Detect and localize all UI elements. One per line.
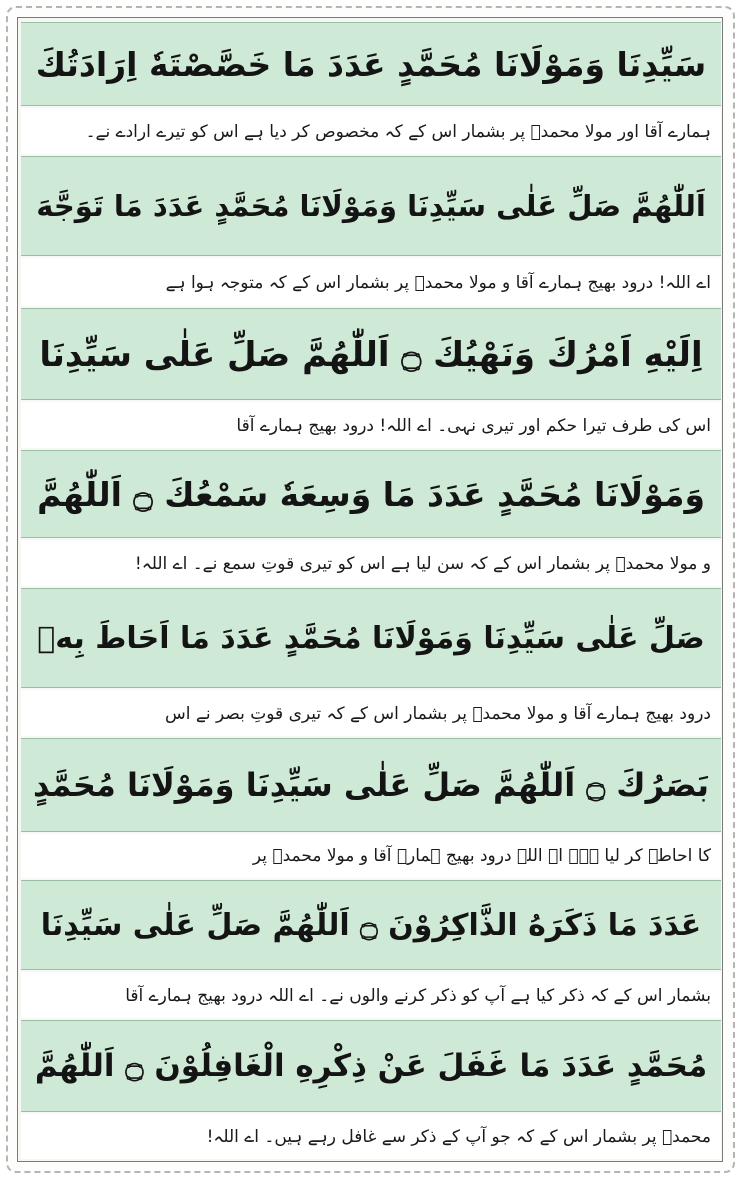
document-page <box>17 17 723 1162</box>
urdu-text: اس کی طرف تیرا حکم اور تیری نہی۔ اے اللہ! درود بھیج ہمارے آقا <box>236 415 711 436</box>
arabic-text: مُحَمَّدٍ عَدَدَ مَا غَفَلَ عَنْ ذِكْرِهِ الْغَافِلُوْنَ ۝ اَللّٰهُمَّ <box>34 1048 708 1084</box>
urdu-text: و مولا محمدؐ پر بشمار اس کے کہ سن لیا ہے اس کو تیری قوتِ سمع نے۔ اے اللہ! <box>134 553 711 574</box>
arabic-line-5 <box>21 588 721 688</box>
arabic-line-4 <box>21 450 721 538</box>
arabic-line-6 <box>21 738 721 832</box>
arabic-text: سَیِّدِنَا وَمَوْلَانَا مُحَمَّدٍ عَدَدَ مَا خَصَّصْتَهٗ اِرَادَتُكَ <box>35 44 707 84</box>
arabic-line-1 <box>21 22 721 106</box>
urdu-text: بشمار اس کے کہ ذکر کیا ہے آپ کو ذکر کرنے والوں نے۔ اے اللہ درود بھیج ہمارے آقا <box>125 985 711 1006</box>
arabic-text: بَصَرُكَ ۝ اَللّٰهُمَّ صَلِّ عَلٰى سَیِّدِنَا وَمَوْلَانَا مُحَمَّدٍ <box>32 766 710 804</box>
arabic-line-7 <box>21 880 721 970</box>
arabic-line-8 <box>21 1020 721 1112</box>
urdu-text: درود بھیج ہمارے آقا و مولا محمدؐ پر بشمار اس کے کہ تیری قوتِ بصر نے اس <box>165 703 711 724</box>
urdu-text: محمدؐ پر بشمار اس کے کہ جو آپ کے ذکر سے غافل رہے ہیں۔ اے اللہ! <box>206 1127 711 1147</box>
arabic-line-2 <box>21 156 721 256</box>
urdu-line-4 <box>21 540 721 586</box>
urdu-line-7 <box>21 972 721 1018</box>
urdu-line-2 <box>21 258 721 306</box>
urdu-text: ہمارے آقا اور مولا محمدؐ پر بشمار اس کے کہ مخصوص کر دیا ہے اس کو تیرے ارادے نے۔ <box>85 121 711 142</box>
urdu-line-8 <box>21 1114 721 1159</box>
arabic-line-3 <box>21 308 721 400</box>
urdu-line-5 <box>21 690 721 736</box>
arabic-text: صَلِّ عَلٰى سَیِّدِنَا وَمَوْلَانَا مُحَمَّدٍ عَدَدَ مَا اَحَاطَ بِهٖ <box>37 620 705 656</box>
arabic-text: عَدَدَ مَا ذَكَرَهُ الذَّاكِرُوْنَ ۝ اَللّٰهُمَّ صَلِّ عَلٰى سَیِّدِنَا <box>40 907 702 943</box>
urdu-line-6 <box>21 834 721 878</box>
urdu-text: اے اللہ! درود بھیج ہمارے آقا و مولا محمدؐ پر بشمار اس کے کہ متوجہ ہوا ہے <box>165 272 711 293</box>
arabic-text: اَللّٰهُمَّ صَلِّ عَلٰى سَیِّدِنَا وَمَوْلَانَا مُحَمَّدٍ عَدَدَ مَا تَوَجَّهَ <box>36 189 706 223</box>
arabic-text: اِلَیْهِ اَمْرُكَ وَنَهْیُكَ ۝ اَللّٰهُمَّ صَلِّ عَلٰى سَیِّدِنَا <box>39 334 703 375</box>
urdu-line-1 <box>21 108 721 154</box>
urdu-text: کا احاطہ کر لیا ہے۔ اے اللہ درود بھیج ہمارے آقا و مولا محمدؐ پر <box>252 846 711 866</box>
urdu-line-3 <box>21 402 721 448</box>
arabic-text: وَمَوْلَانَا مُحَمَّدٍ عَدَدَ مَا وَسِعَهٗ سَمْعُكَ ۝ اَللّٰهُمَّ <box>37 474 705 514</box>
